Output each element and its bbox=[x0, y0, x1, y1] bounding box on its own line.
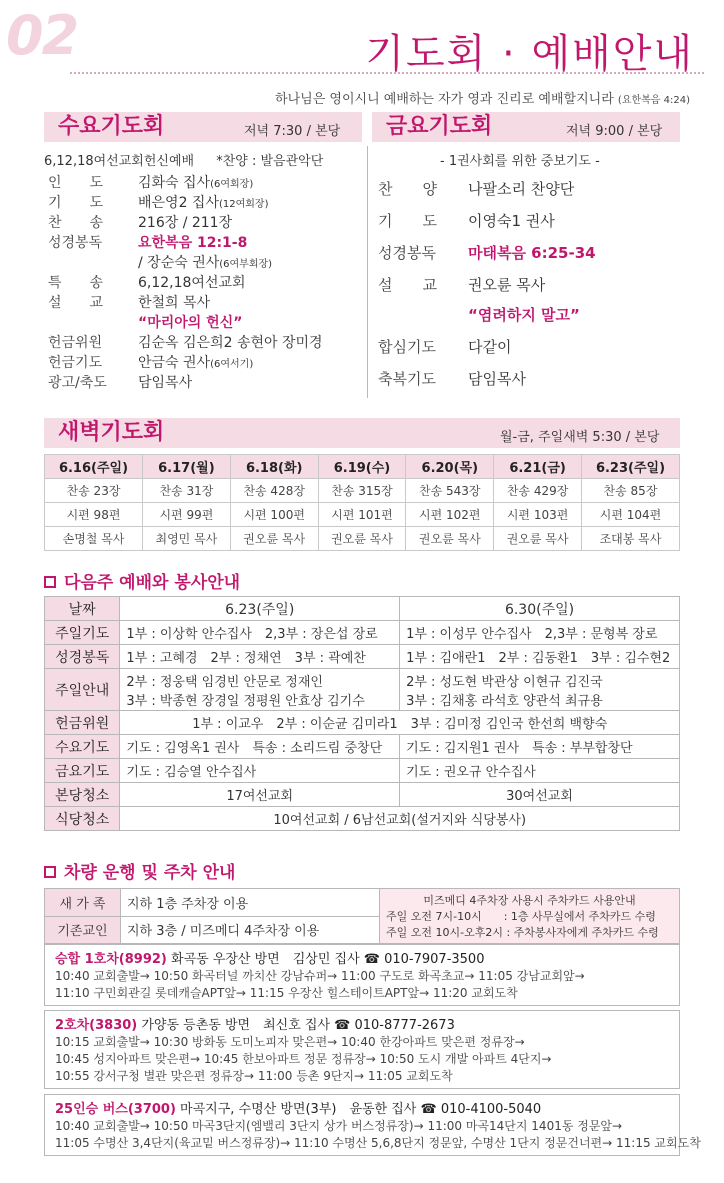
next-cell-line: 1부 : 고혜경 2부 : 정채연 3부 : 곽예찬 bbox=[126, 651, 366, 666]
fri-item bbox=[378, 210, 555, 231]
parking-label: 기존교인 bbox=[45, 916, 121, 944]
wed-item-label: 설 교 bbox=[48, 295, 104, 311]
dawn-psalm: 시편 101편 bbox=[318, 503, 406, 527]
page-title: 기도회 · 예배안내 bbox=[365, 31, 694, 77]
next-cell-line: 2부 : 성도현 박관상 이현규 김진국 bbox=[406, 674, 603, 690]
next-cell-line: 2부 : 정웅택 임경빈 안문로 정재인 bbox=[126, 674, 323, 690]
next-date: 6.30(주일) bbox=[400, 597, 680, 621]
wed-item bbox=[48, 232, 247, 252]
next-cell bbox=[120, 783, 400, 807]
next-cell bbox=[400, 759, 680, 783]
bus-contact: 화곡동 우장산 방면 김상민 집사 ☎ 010-7907-3500 bbox=[166, 952, 485, 967]
fri-meta: 저녁 9:00 / 본당 bbox=[566, 124, 663, 139]
wed-item-label: 광고/축도 bbox=[48, 375, 107, 391]
next-cell-line: 기도 : 김지원1 권사 특송 : 부부합창단 bbox=[406, 741, 633, 756]
square-bullet-icon bbox=[44, 866, 56, 878]
dawn-psalm: 시편 103편 bbox=[494, 503, 582, 527]
scripture-verse: 하나님은 영이시니 예배하는 자가 영과 진리로 예배할지니라 (요한복음 4:24) bbox=[275, 92, 690, 107]
fri-item-label: 기 도 bbox=[378, 212, 437, 230]
dawn-hymn: 찬송 543장 bbox=[406, 479, 494, 503]
parking-value: 지하 1층 주차장 이용 bbox=[121, 889, 380, 917]
dawn-day: 6.18(화) bbox=[230, 455, 318, 479]
next-cell-line: 기도 : 김영옥1 권사 특송 : 소리드림 중창단 bbox=[126, 741, 383, 756]
fri-item-label: 설 교 bbox=[378, 276, 437, 294]
parking-card-info: 미즈메디 4주차장 사용시 주차카드 사용안내 주일 오전 7시-10시 : 1층 사무실에서 주차카드 수령 주일 오전 10시-오후2시 : 주차봉사자에게 주차카드 수령 bbox=[380, 889, 680, 944]
wed-item bbox=[48, 352, 253, 372]
next-cell-line: 3부 : 김채홍 라석호 양관석 최규용 bbox=[406, 693, 603, 709]
dawn-day: 6.17(월) bbox=[143, 455, 231, 479]
bus-stop-line: 10:55 강서구청 별관 맞은편 정류장→ 11:00 등촌 9단지→ 11:05 교회도착 bbox=[55, 1069, 453, 1083]
dawn-hymn: 찬송 428장 bbox=[230, 479, 318, 503]
wed-title: 수요기도회 bbox=[44, 112, 362, 142]
car-heading: 차량 운행 및 주차 안내 bbox=[44, 858, 235, 883]
table-row bbox=[45, 645, 680, 669]
fri-subtitle: - 1권사회를 위한 중보기도 - bbox=[440, 154, 600, 169]
next-week-table bbox=[44, 596, 680, 831]
fri-item-label: 축복기도 bbox=[378, 370, 436, 388]
bus-route bbox=[44, 944, 680, 1006]
dawn-psalm: 시편 98편 bbox=[45, 503, 143, 527]
fri-item bbox=[378, 178, 574, 199]
table-row bbox=[45, 621, 680, 645]
next-cell bbox=[400, 621, 680, 645]
next-week-heading: 다음주 예배와 봉사안내 bbox=[44, 568, 240, 593]
fri-item-value: 마태복음 6:25-34 bbox=[468, 244, 596, 262]
next-date: 6.23(주일) bbox=[120, 597, 400, 621]
fri-item-value: 다같이 bbox=[468, 338, 512, 356]
wed-item-value: 6,12,18여선교회 bbox=[138, 275, 246, 291]
next-col-label: 날짜 bbox=[45, 597, 120, 621]
dawn-leader: 조대봉 목사 bbox=[581, 527, 679, 551]
wed-item bbox=[48, 172, 253, 192]
wed-item-note: (6여부회장) bbox=[219, 259, 273, 270]
header-divider bbox=[70, 72, 704, 74]
next-row-label: 본당청소 bbox=[45, 783, 120, 807]
fri-item bbox=[378, 368, 526, 389]
bus-route-header bbox=[55, 1098, 669, 1117]
square-bullet-icon bbox=[44, 576, 56, 588]
dawn-day: 6.21(금) bbox=[494, 455, 582, 479]
next-cell bbox=[400, 735, 680, 759]
dawn-hymn: 찬송 429장 bbox=[494, 479, 582, 503]
fri-item-value: 나팔소리 찬양단 bbox=[468, 180, 575, 198]
next-cell bbox=[120, 621, 400, 645]
page-number: 02 bbox=[6, 4, 78, 67]
next-row-label: 금요기도 bbox=[45, 759, 120, 783]
wed-item-label: 헌금기도 bbox=[48, 355, 103, 371]
wed-item-label: 인 도 bbox=[48, 175, 104, 191]
fri-item-label: 찬 양 bbox=[378, 180, 437, 198]
wed-item-note: (12여회장) bbox=[218, 199, 269, 210]
next-row-label: 수요기도 bbox=[45, 735, 120, 759]
dawn-day: 6.16(주일) bbox=[45, 455, 143, 479]
bus-name: 25인승 버스(3700) bbox=[55, 1102, 176, 1117]
wed-item-note: (6여서기) bbox=[210, 359, 254, 370]
wed-item bbox=[48, 372, 192, 392]
next-row-label: 성경봉독 bbox=[45, 645, 120, 669]
dawn-hymn: 찬송 31장 bbox=[143, 479, 231, 503]
fri-item-label: 성경봉독 bbox=[378, 244, 436, 262]
bus-contact: 마곡지구, 수명산 방면(3부) 윤동한 집사 ☎ 010-4100-5040 bbox=[175, 1102, 542, 1117]
page-header bbox=[0, 0, 724, 82]
bus-name: 승합 1호차(8992) bbox=[55, 952, 167, 967]
table-row bbox=[45, 759, 680, 783]
dawn-leader: 손명철 목사 bbox=[45, 527, 143, 551]
fri-item bbox=[378, 336, 511, 357]
next-cell-line: 30여선교회 bbox=[506, 789, 573, 804]
table-row bbox=[45, 807, 680, 831]
next-row-label: 식당청소 bbox=[45, 807, 120, 831]
wed-item-label: 특 송 bbox=[48, 275, 104, 291]
dawn-hymn: 찬송 23장 bbox=[45, 479, 143, 503]
next-cell bbox=[400, 645, 680, 669]
wed-item bbox=[48, 272, 246, 292]
next-cell-line: 기도 : 권오규 안수집사 bbox=[406, 765, 536, 780]
table-row bbox=[45, 597, 680, 621]
wed-item-value: 김순옥 김은희2 송현아 장미경 bbox=[138, 335, 323, 351]
next-cell: 10여선교회 / 6남선교회(설거지와 식당봉사) bbox=[120, 807, 680, 831]
dawn-leader: 권오륜 목사 bbox=[406, 527, 494, 551]
wed-item-value: 담임목사 bbox=[138, 375, 193, 391]
bus-stop-line: 10:45 성지아파트 맞은편→ 10:45 한보아파트 정문 정류장→ 10:50 도시 개발 아파트 4단지→ bbox=[55, 1052, 552, 1066]
wed-item-value: 배은영2 집사 bbox=[138, 195, 219, 211]
dawn-leader: 권오륜 목사 bbox=[318, 527, 406, 551]
fri-item bbox=[378, 304, 580, 325]
next-row-label: 헌금위원 bbox=[45, 711, 120, 735]
fri-item-value: 권오륜 목사 bbox=[468, 276, 546, 294]
next-row-label: 주일기도 bbox=[45, 621, 120, 645]
table-row bbox=[45, 669, 680, 711]
next-cell-line: 17여선교회 bbox=[226, 789, 294, 804]
wed-item-value: 216장 / 211장 bbox=[138, 215, 233, 231]
dawn-hymn: 찬송 85장 bbox=[581, 479, 679, 503]
dawn-leader: 권오륜 목사 bbox=[230, 527, 318, 551]
bus-stop-line: 11:05 수명산 3,4단지(육교밑 버스정류장)→ 11:10 수명산 5,6,8단지 정문앞, 수명산 1단지 정문건너편→ 11:15 교회도착 bbox=[55, 1136, 701, 1150]
fri-item-value: “염려하지 말고” bbox=[468, 306, 580, 324]
bus-stop-line: 10:40 교회출발→ 10:50 마곡3단지(엠밸리 3단지 상가 버스정류장)→ 11:00 마곡14단지 1401동 정문앞→ bbox=[55, 1119, 623, 1133]
next-cell-line: 3부 : 박종현 장경일 정평원 안효상 김기수 bbox=[126, 693, 365, 709]
wed-meta: 저녁 7:30 / 본당 bbox=[244, 124, 341, 139]
parking-value: 지하 3층 / 미즈메디 4주차장 이용 bbox=[121, 916, 380, 944]
fri-item-value: 이영숙1 권사 bbox=[468, 212, 555, 230]
wed-item-label: 성경봉독 bbox=[48, 235, 103, 251]
fri-item bbox=[378, 242, 596, 263]
wed-item-value: 한철희 목사 bbox=[138, 295, 211, 311]
fri-title: 금요기도회 bbox=[372, 112, 680, 142]
bus-stop-line: 11:10 구민회관길 롯데캐슬APT앞→ 11:15 우장산 힐스테이트APT앞→ 11:20 교회도착 bbox=[55, 986, 518, 1000]
wed-item-label: 찬 송 bbox=[48, 215, 104, 231]
parking-table bbox=[44, 888, 680, 944]
wed-item-value: 요한복음 12:1-8 bbox=[138, 235, 248, 251]
dawn-title: 새벽기도회 bbox=[44, 418, 680, 448]
dawn-psalm: 시편 102편 bbox=[406, 503, 494, 527]
table-row bbox=[45, 783, 680, 807]
wed-item bbox=[48, 292, 210, 312]
wed-item-value: / 장순숙 권사 bbox=[138, 255, 220, 271]
next-cell bbox=[400, 669, 680, 711]
dawn-day: 6.20(목) bbox=[406, 455, 494, 479]
column-divider bbox=[367, 146, 368, 398]
wed-item bbox=[48, 332, 323, 352]
wed-item-label: 기 도 bbox=[48, 195, 104, 211]
wed-item-value: “마리아의 헌신” bbox=[138, 315, 243, 331]
wed-item bbox=[48, 312, 242, 332]
wed-item-label: 헌금위원 bbox=[48, 335, 103, 351]
next-cell bbox=[400, 783, 680, 807]
next-cell-line: 1부 : 이성무 안수집사 2,3부 : 문형복 장로 bbox=[406, 627, 658, 642]
bus-name: 2호차(3830) bbox=[55, 1018, 138, 1033]
bus-stop-line: 10:40 교회출발→ 10:50 화곡터널 까치산 강남슈퍼→ 11:00 구도로 화곡초교→ 11:05 강남교회앞→ bbox=[55, 969, 585, 983]
bus-route-header bbox=[55, 948, 669, 967]
dawn-hymn: 찬송 315장 bbox=[318, 479, 406, 503]
fri-item-label: 합심기도 bbox=[378, 338, 436, 356]
bus-stop-line: 10:15 교회출발→ 10:30 방화동 도미노피자 맞은편→ 10:40 한강아파트 맞은편 정류장→ bbox=[55, 1035, 525, 1049]
wed-subtitle: 6,12,18여선교회헌신예배 *찬양 : 발음관악단 bbox=[44, 154, 324, 169]
table-row bbox=[45, 711, 680, 735]
dawn-psalm: 시편 104편 bbox=[581, 503, 679, 527]
dawn-psalm: 시편 99편 bbox=[143, 503, 231, 527]
dawn-leader: 권오륜 목사 bbox=[494, 527, 582, 551]
next-cell bbox=[120, 735, 400, 759]
dawn-leader: 최영민 목사 bbox=[143, 527, 231, 551]
wed-item bbox=[48, 212, 232, 232]
next-cell bbox=[120, 645, 400, 669]
dawn-meta: 월-금, 주일새벽 5:30 / 본당 bbox=[500, 430, 660, 445]
bus-route-header bbox=[55, 1014, 669, 1033]
next-row-label: 주일안내 bbox=[45, 669, 120, 711]
bus-route bbox=[44, 1010, 680, 1089]
fri-item-value: 담임목사 bbox=[468, 370, 526, 388]
next-cell bbox=[120, 759, 400, 783]
next-cell: 1부 : 이교우 2부 : 이순균 김미라1 3부 : 김미정 김인국 한선희 백향숙 bbox=[120, 711, 680, 735]
next-cell-line: 1부 : 김애란1 2부 : 김동환1 3부 : 김수현2 bbox=[406, 651, 671, 666]
dawn-schedule-table bbox=[44, 454, 680, 551]
table-row bbox=[45, 735, 680, 759]
wed-item-value: 안금숙 권사 bbox=[138, 355, 211, 371]
bus-contact: 가양동 등촌동 방면 최신호 집사 ☎ 010-8777-2673 bbox=[137, 1018, 455, 1033]
wed-item-value: 김화숙 집사 bbox=[138, 175, 211, 191]
dawn-day: 6.23(주일) bbox=[581, 455, 679, 479]
wed-item bbox=[48, 192, 269, 212]
fri-item bbox=[378, 274, 545, 295]
bus-route bbox=[44, 1094, 701, 1156]
dawn-psalm: 시편 100편 bbox=[230, 503, 318, 527]
wed-item bbox=[48, 252, 272, 272]
next-cell-line: 1부 : 이상학 안수집사 2,3부 : 장은섭 장로 bbox=[126, 627, 378, 642]
next-cell bbox=[120, 669, 400, 711]
dawn-day: 6.19(수) bbox=[318, 455, 406, 479]
parking-label: 새 가 족 bbox=[45, 889, 121, 917]
wed-item-note: (6여회장) bbox=[210, 179, 254, 190]
next-cell-line: 기도 : 김승열 안수집사 bbox=[126, 765, 257, 780]
